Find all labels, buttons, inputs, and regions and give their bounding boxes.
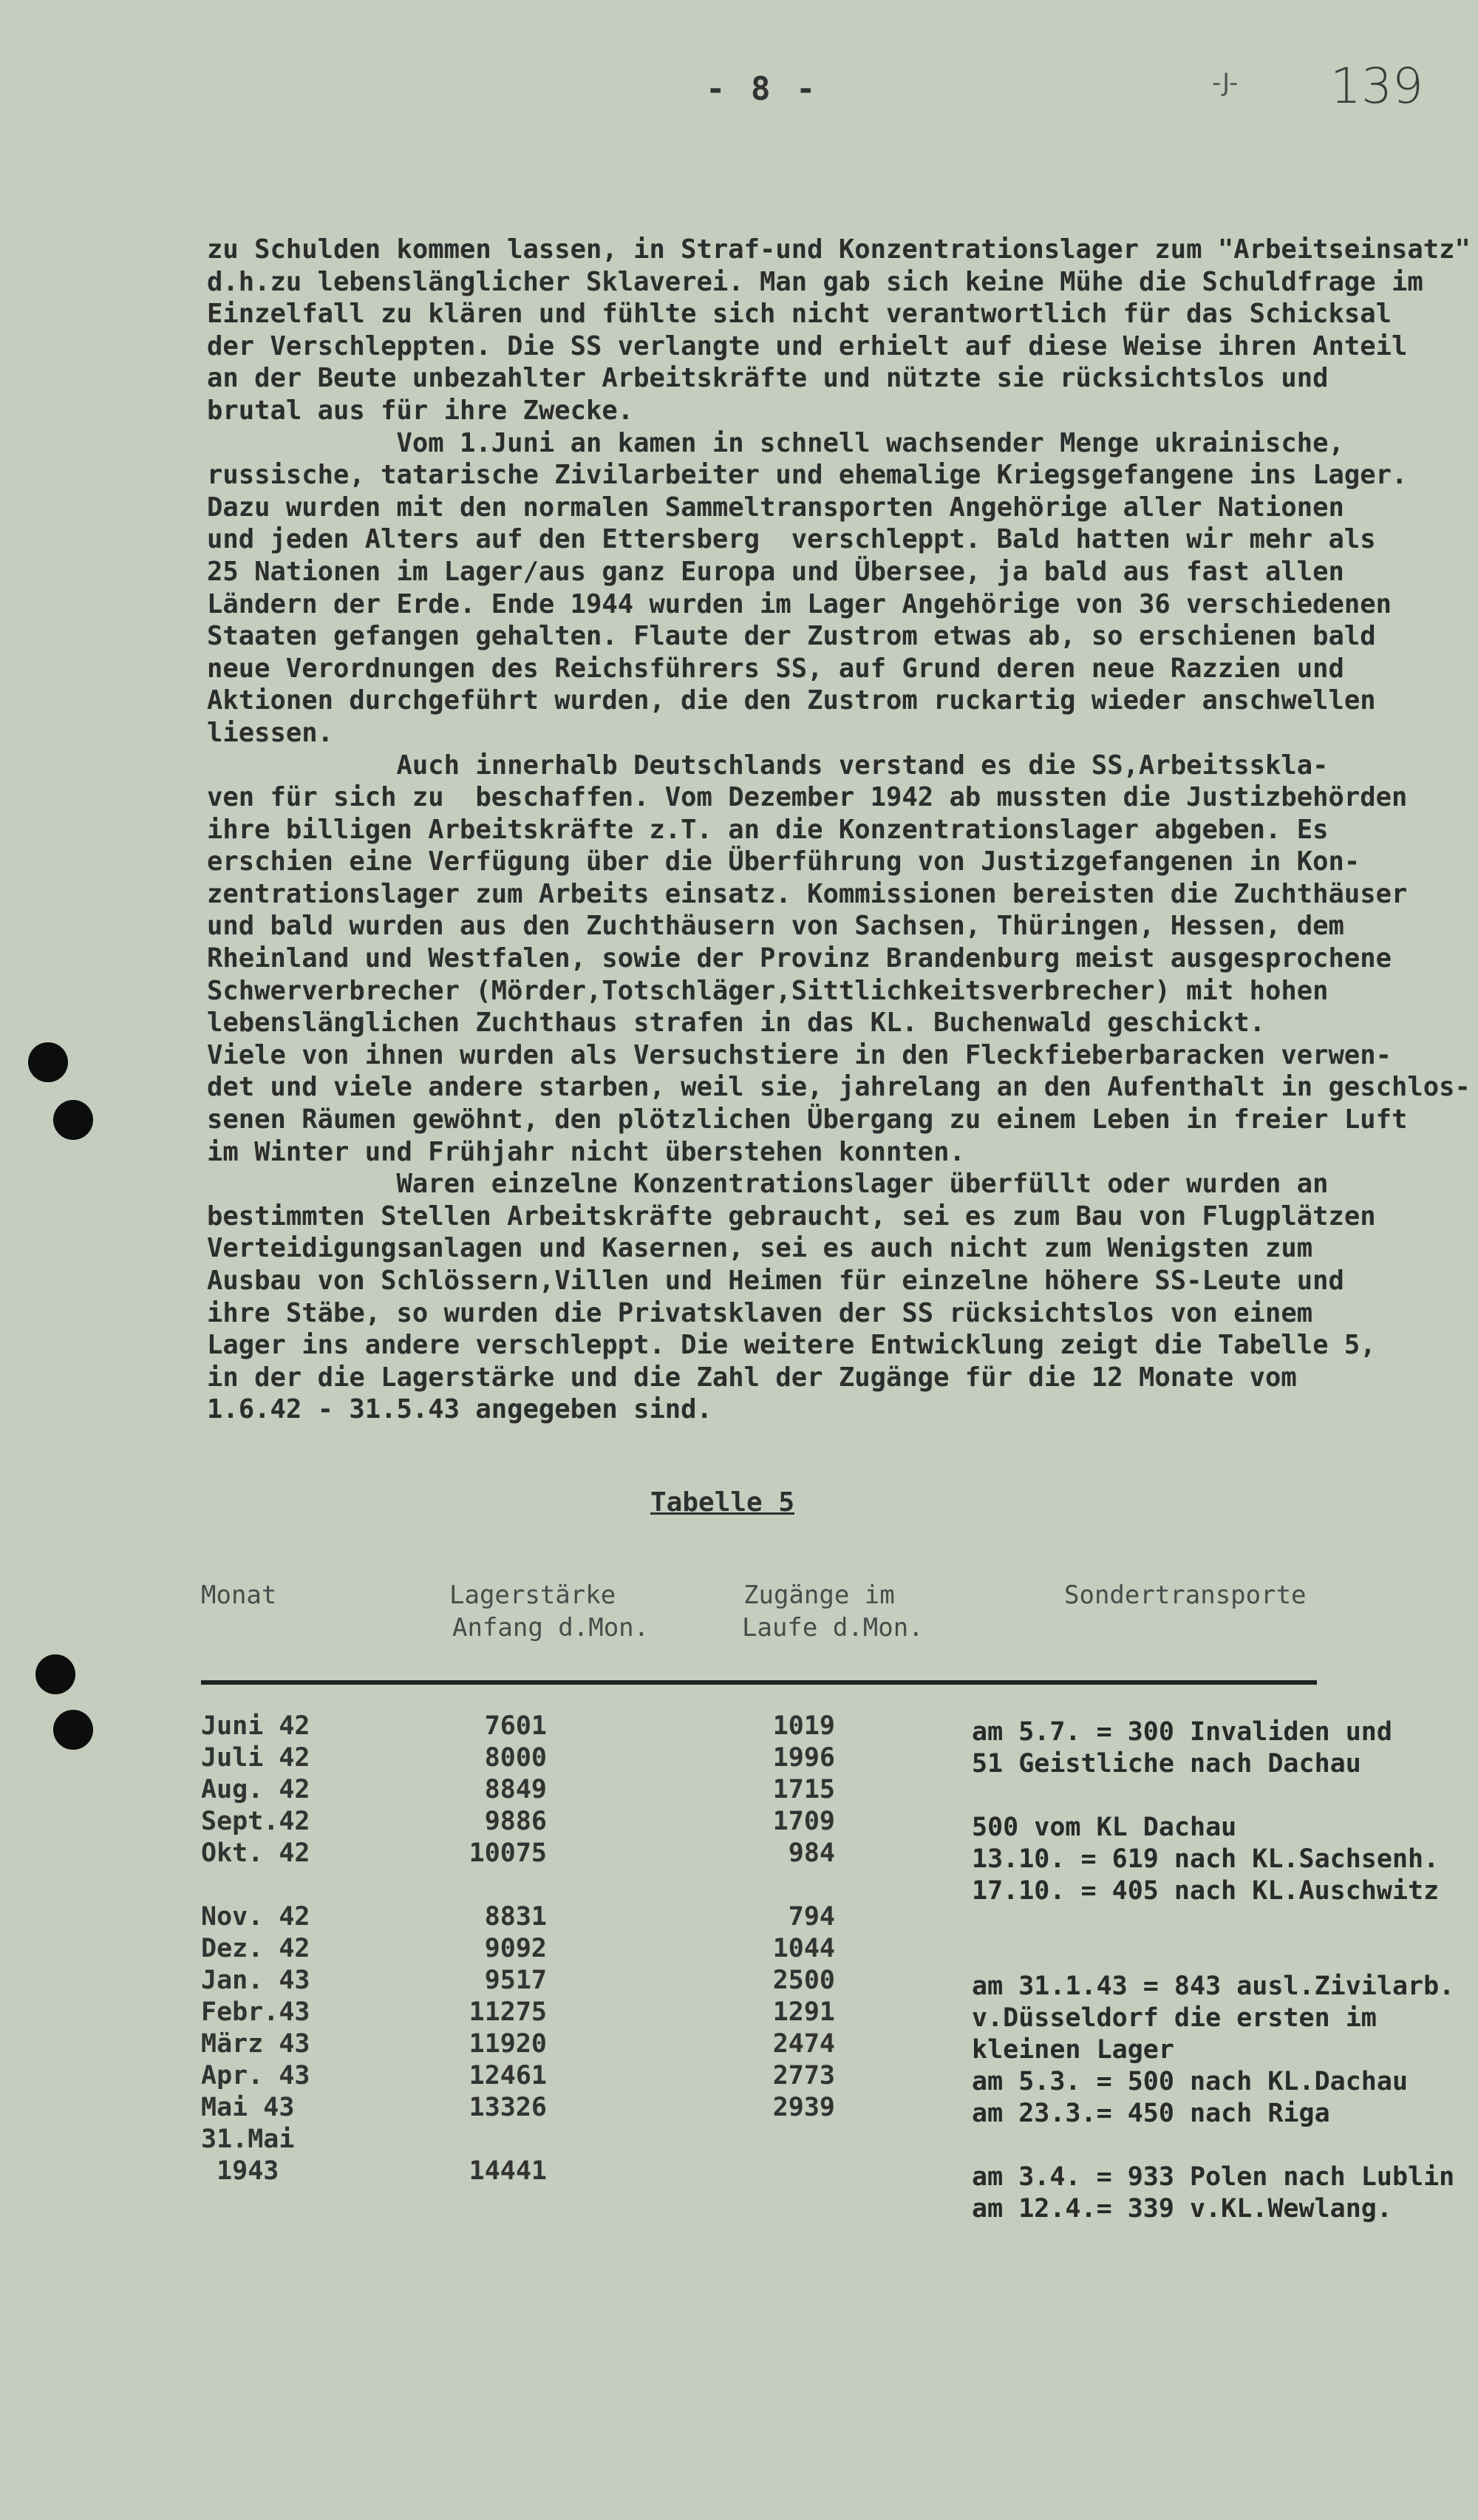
- text-line: Waren einzelne Konzentrationslager überfüllt oder wurden an: [207, 1169, 1329, 1200]
- cell-sondertransport: 17.10. = 405 nach KL.Auschwitz: [972, 1876, 1440, 1906]
- cell-monat: Nov. 42: [201, 1902, 310, 1932]
- cell-zugaenge: 1996: [772, 1743, 835, 1773]
- text-line: und jeden Alters auf den Ettersberg verschleppt. Bald hatten wir mehr als: [207, 524, 1376, 555]
- cell-monat: 1943: [201, 2156, 279, 2186]
- text-line: ihre Stäbe, so wurden die Privatsklaven der SS rücksichtslos von einem: [207, 1297, 1313, 1328]
- cell-monat: Dez. 42: [201, 1934, 310, 1963]
- cell-zugaenge: 2773: [772, 2061, 835, 2091]
- cell-zugaenge: 1019: [772, 1711, 835, 1741]
- cell-sondertransport: am 12.4.= 339 v.KL.Wewlang.: [972, 2194, 1392, 2224]
- folio-number: 139: [1330, 58, 1423, 115]
- cell-sondertransport: 51 Geistliche nach Dachau: [972, 1749, 1361, 1779]
- column-header-monat: Monat: [201, 1580, 277, 1610]
- text-line: bestimmten Stellen Arbeitskräfte gebraucht, sei es zum Bau von Flugplätzen: [207, 1200, 1376, 1232]
- text-line: zu Schulden kommen lassen, in Straf-und Konzentrationslager zum "Arbeitseinsatz": [207, 234, 1471, 265]
- column-header-zugaenge: Zugänge im: [743, 1580, 895, 1610]
- cell-sondertransport: v.Düsseldorf die ersten im: [972, 2003, 1377, 2033]
- text-line: Dazu wurden mit den normalen Sammeltransporten Angehörige aller Nationen: [207, 492, 1344, 523]
- cell-monat: März 43: [201, 2029, 310, 2059]
- body-text: [207, 234, 1471, 1426]
- cell-sondertransport: kleinen Lager: [972, 2035, 1174, 2065]
- text-line: Ausbau von Schlössern,Villen und Heimen für einzelne höhere SS-Leute und: [207, 1266, 1344, 1296]
- cell-zugaenge: 1715: [772, 1775, 835, 1804]
- column-header-sondertransporte: Sondertransporte: [1064, 1580, 1307, 1610]
- cell-lagerstaerke: 9092: [484, 1934, 547, 1963]
- cell-lagerstaerke: 10075: [469, 1838, 547, 1868]
- cell-monat: Aug. 42: [201, 1775, 310, 1804]
- cell-lagerstaerke: 11275: [469, 1997, 547, 2027]
- text-line: brutal aus für ihre Zwecke.: [207, 395, 634, 426]
- text-line: Rheinland und Westfalen, sowie der Provinz Brandenburg meist ausgesprochene: [207, 943, 1392, 974]
- cell-lagerstaerke: 9886: [484, 1807, 547, 1836]
- cell-monat: Juni 42: [201, 1711, 310, 1741]
- cell-zugaenge: 1291: [772, 1997, 835, 2027]
- cell-lagerstaerke: 8849: [484, 1775, 547, 1804]
- text-line: und bald wurden aus den Zuchthäusern von Sachsen, Thüringen, Hessen, dem: [207, 911, 1344, 942]
- punch-hole: [35, 1654, 75, 1694]
- punch-hole: [53, 1710, 93, 1750]
- text-line: neue Verordnungen des Reichsführers SS, auf Grund deren neue Razzien und: [207, 653, 1344, 684]
- cell-sondertransport: am 5.7. = 300 Invaliden und: [972, 1717, 1392, 1747]
- cell-lagerstaerke: 8000: [484, 1743, 547, 1773]
- punch-hole: [53, 1100, 93, 1140]
- text-line: lebenslänglichen Zuchthaus strafen in das KL. Buchenwald geschickt.: [207, 1008, 1265, 1039]
- cell-sondertransport: am 3.4. = 933 Polen nach Lublin: [972, 2162, 1455, 2192]
- text-line: in der die Lagerstärke und die Zahl der Zugänge für die 12 Monate vom: [207, 1362, 1297, 1393]
- text-line: der Verschleppten. Die SS verlangte und erhielt auf diese Weise ihren Anteil: [207, 330, 1408, 361]
- text-line: senen Räumen gewöhnt, den plötzlichen Übergang zu einem Leben in freier Luft: [207, 1104, 1408, 1135]
- text-line: Staaten gefangen gehalten. Flaute der Zustrom etwas ab, so erschienen bald: [207, 621, 1376, 652]
- table-header-rule: [201, 1680, 1317, 1685]
- text-line: an der Beute unbezahlter Arbeitskräfte und nützte sie rücksichtslos und: [207, 363, 1329, 394]
- cell-lagerstaerke: 13326: [469, 2093, 547, 2122]
- cell-monat: Juli 42: [201, 1743, 310, 1773]
- cell-zugaenge: 2939: [772, 2093, 835, 2122]
- text-line: ven für sich zu beschaffen. Vom Dezember 1942 ab mussten die Justizbehörden: [207, 782, 1408, 813]
- text-line: det und viele andere starben, weil sie, jahrelang an den Aufenthalt in geschlos-: [207, 1072, 1471, 1103]
- text-line: Schwerverbrecher (Mörder,Totschläger,Sittlichkeitsverbrecher) mit hohen: [207, 975, 1329, 1006]
- cell-monat: Okt. 42: [201, 1838, 310, 1868]
- text-line: zentrationslager zum Arbeits einsatz. Kommissionen bereisten die Zuchthäuser: [207, 878, 1408, 909]
- cell-zugaenge: 794: [788, 1902, 835, 1932]
- cell-zugaenge: 1709: [772, 1807, 835, 1836]
- column-header-zugaenge-sub: Laufe d.Mon.: [742, 1613, 924, 1643]
- cell-lagerstaerke: 11920: [469, 2029, 547, 2059]
- text-line: Ländern der Erde. Ende 1944 wurden im Lager Angehörige von 36 verschiedenen: [207, 588, 1392, 619]
- cell-zugaenge: 2500: [772, 1966, 835, 1995]
- text-line: Einzelfall zu klären und fühlte sich nicht verantwortlich für das Schicksal: [207, 299, 1392, 330]
- cell-monat: Mai 43: [201, 2093, 295, 2122]
- cell-monat: Apr. 43: [201, 2061, 310, 2091]
- cell-monat: Sept.42: [201, 1807, 310, 1836]
- cell-zugaenge: 2474: [772, 2029, 835, 2059]
- text-line: russische, tatarische Zivilarbeiter und ehemalige Kriegsgefangene ins Lager.: [207, 460, 1408, 491]
- text-line: Vom 1.Juni an kamen in schnell wachsender Menge ukrainische,: [207, 427, 1344, 458]
- cell-sondertransport: 500 vom KL Dachau: [972, 1813, 1237, 1842]
- text-line: Verteidigungsanlagen und Kasernen, sei es auch nicht zum Wenigsten zum: [207, 1233, 1313, 1264]
- column-header-lagerstaerke-sub: Anfang d.Mon.: [452, 1613, 650, 1643]
- cell-monat: Jan. 43: [201, 1966, 310, 1995]
- cell-lagerstaerke: 9517: [484, 1966, 547, 1995]
- text-line: Lager ins andere verschleppt. Die weitere Entwicklung zeigt die Tabelle 5,: [207, 1330, 1376, 1361]
- cell-sondertransport: am 31.1.43 = 843 ausl.Zivilarb.: [972, 1971, 1455, 2001]
- archive-mark: -J-: [1212, 68, 1239, 98]
- text-line: Viele von ihnen wurden als Versuchstiere in den Fleckfieberbaracken verwen-: [207, 1039, 1392, 1070]
- punch-hole: [28, 1042, 68, 1082]
- table-title: Tabelle 5: [650, 1487, 795, 1518]
- text-line: Aktionen durchgeführt wurden, die den Zustrom ruckartig wieder anschwellen: [207, 685, 1376, 716]
- cell-monat: Febr.43: [201, 1997, 310, 2027]
- text-line: erschien eine Verfügung über die Überführung von Justizgefangenen in Kon-: [207, 846, 1360, 877]
- text-line: d.h.zu lebenslänglicher Sklaverei. Man gab sich keine Mühe die Schuldfrage im: [207, 266, 1423, 297]
- cell-monat: 31.Mai: [201, 2125, 295, 2154]
- cell-zugaenge: 1044: [772, 1934, 835, 1963]
- cell-lagerstaerke: 8831: [484, 1902, 547, 1932]
- cell-sondertransport: am 23.3.= 450 nach Riga: [972, 2099, 1330, 2128]
- text-line: liessen.: [207, 717, 333, 748]
- column-header-lagerstaerke: Lagerstärke: [449, 1580, 616, 1610]
- text-line: ihre billigen Arbeitskräfte z.T. an die Konzentrationslager abgeben. Es: [207, 814, 1329, 845]
- cell-lagerstaerke: 12461: [469, 2061, 547, 2091]
- cell-sondertransport: am 5.3. = 500 nach KL.Dachau: [972, 2067, 1409, 2096]
- cell-sondertransport: 13.10. = 619 nach KL.Sachsenh.: [972, 1844, 1440, 1874]
- cell-zugaenge: 984: [788, 1838, 835, 1868]
- text-line: 25 Nationen im Lager/aus ganz Europa und Übersee, ja bald aus fast allen: [207, 556, 1344, 587]
- text-line: im Winter und Frühjahr nicht überstehen konnten.: [207, 1136, 965, 1167]
- text-line: Auch innerhalb Deutschlands verstand es die SS,Arbeitsskla-: [207, 750, 1329, 781]
- text-line: 1.6.42 - 31.5.43 angegeben sind.: [207, 1394, 712, 1425]
- page-number: - 8 -: [706, 70, 819, 108]
- cell-lagerstaerke: 7601: [484, 1711, 547, 1741]
- cell-lagerstaerke: 14441: [469, 2156, 547, 2186]
